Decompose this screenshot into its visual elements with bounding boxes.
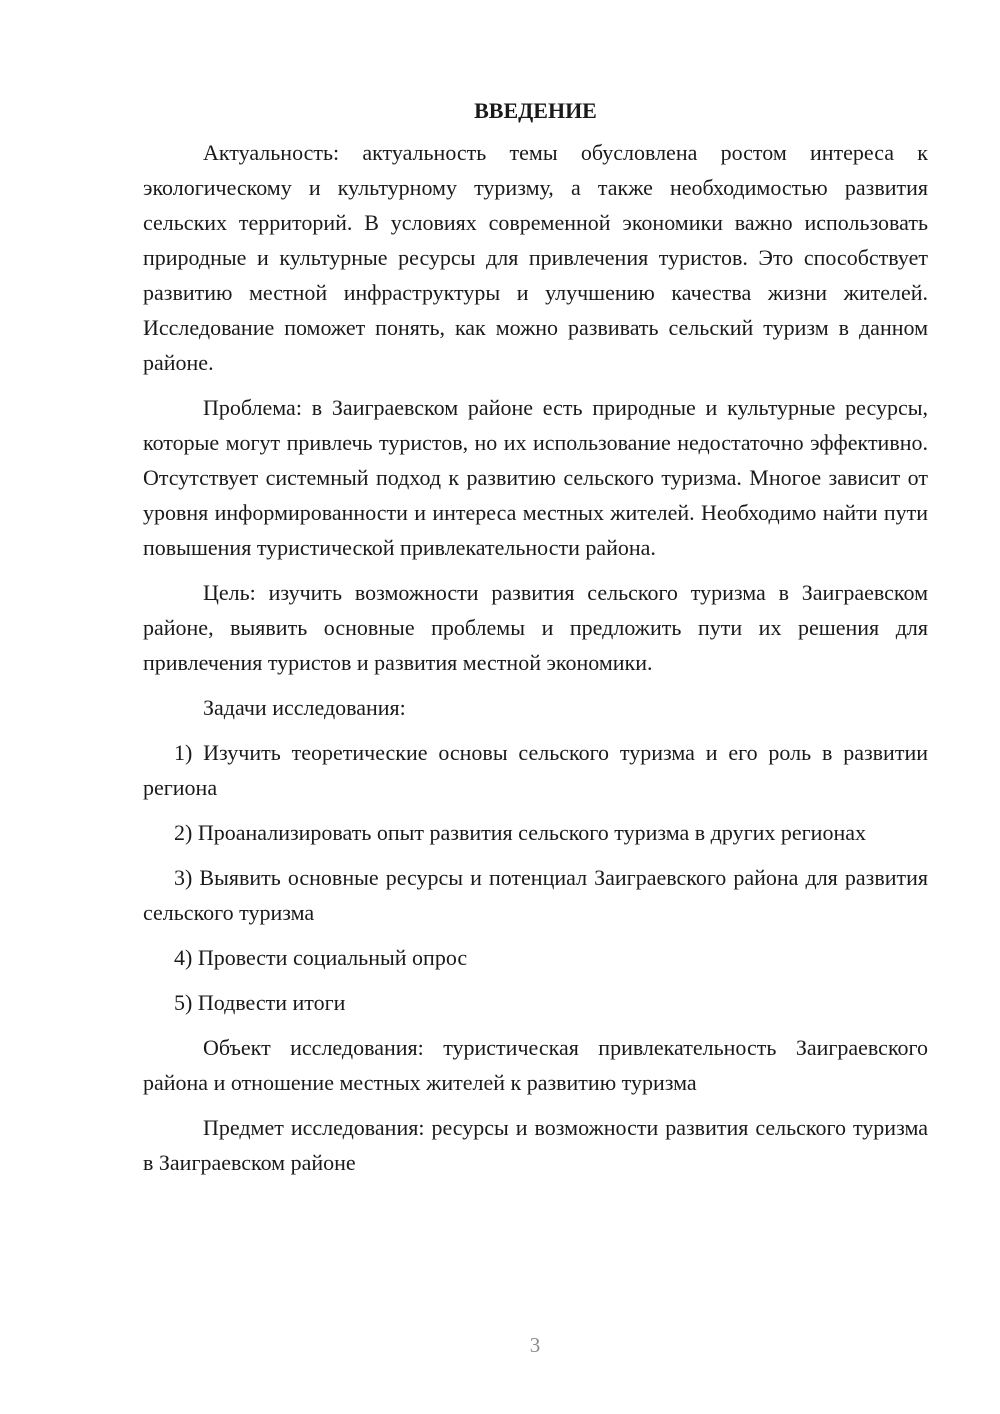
page-number: 3 <box>529 1333 541 1357</box>
task-item-2: 2) Проанализировать опыт развития сельского туризма в других регионах <box>174 820 866 845</box>
page-content <box>143 96 928 1190</box>
section-heading: ВВЕДЕНИЕ <box>474 98 597 123</box>
task-item-5: 5) Подвести итоги <box>174 990 346 1015</box>
task-item-4: 4) Провести социальный опрос <box>174 945 468 970</box>
task-item-3: 3) Выявить основные ресурсы и потенциал Заиграевского района для развития сельского туризма <box>143 865 928 925</box>
task-item-1: 1) Изучить теоретические основы сельского туризма и его роль в развитии региона <box>143 740 928 800</box>
goal-paragraph: Цель: изучить возможности развития сельского туризма в Заиграевском районе, выявить основные проблемы и предложить пути их решения для привлечения туристов и развития местной экономики. <box>143 580 928 675</box>
relevance-paragraph: Актуальность: актуальность темы обусловлена ростом интереса к экологическому и культурному туризму, а также необходимостью развития сельских территорий. В условиях современной экономики важно использовать природные и культурные ресурсы для привлечения туристов. Это способствует развитию местной инфраструктуры и улучшению качества жизни жителей. Исследование поможет понять, как можно развивать сельский туризм в данном районе. <box>143 140 928 375</box>
object-paragraph: Объект исследования: туристическая привлекательность Заиграевского района и отношение местных жителей к развитию туризма <box>143 1035 928 1095</box>
tasks-title: Задачи исследования: <box>203 695 406 720</box>
problem-paragraph: Проблема: в Заиграевском районе есть природные и культурные ресурсы, которые могут привлечь туристов, но их использование недостаточно эффективно. Отсутствует системный подход к развитию сельского туризма. Многое зависит от уровня информированности и интереса местных жителей. Необходимо найти пути повышения туристической привлекательности района. <box>143 395 928 560</box>
subject-paragraph: Предмет исследования: ресурсы и возможности развития сельского туризма в Заиграевском районе <box>143 1115 928 1175</box>
